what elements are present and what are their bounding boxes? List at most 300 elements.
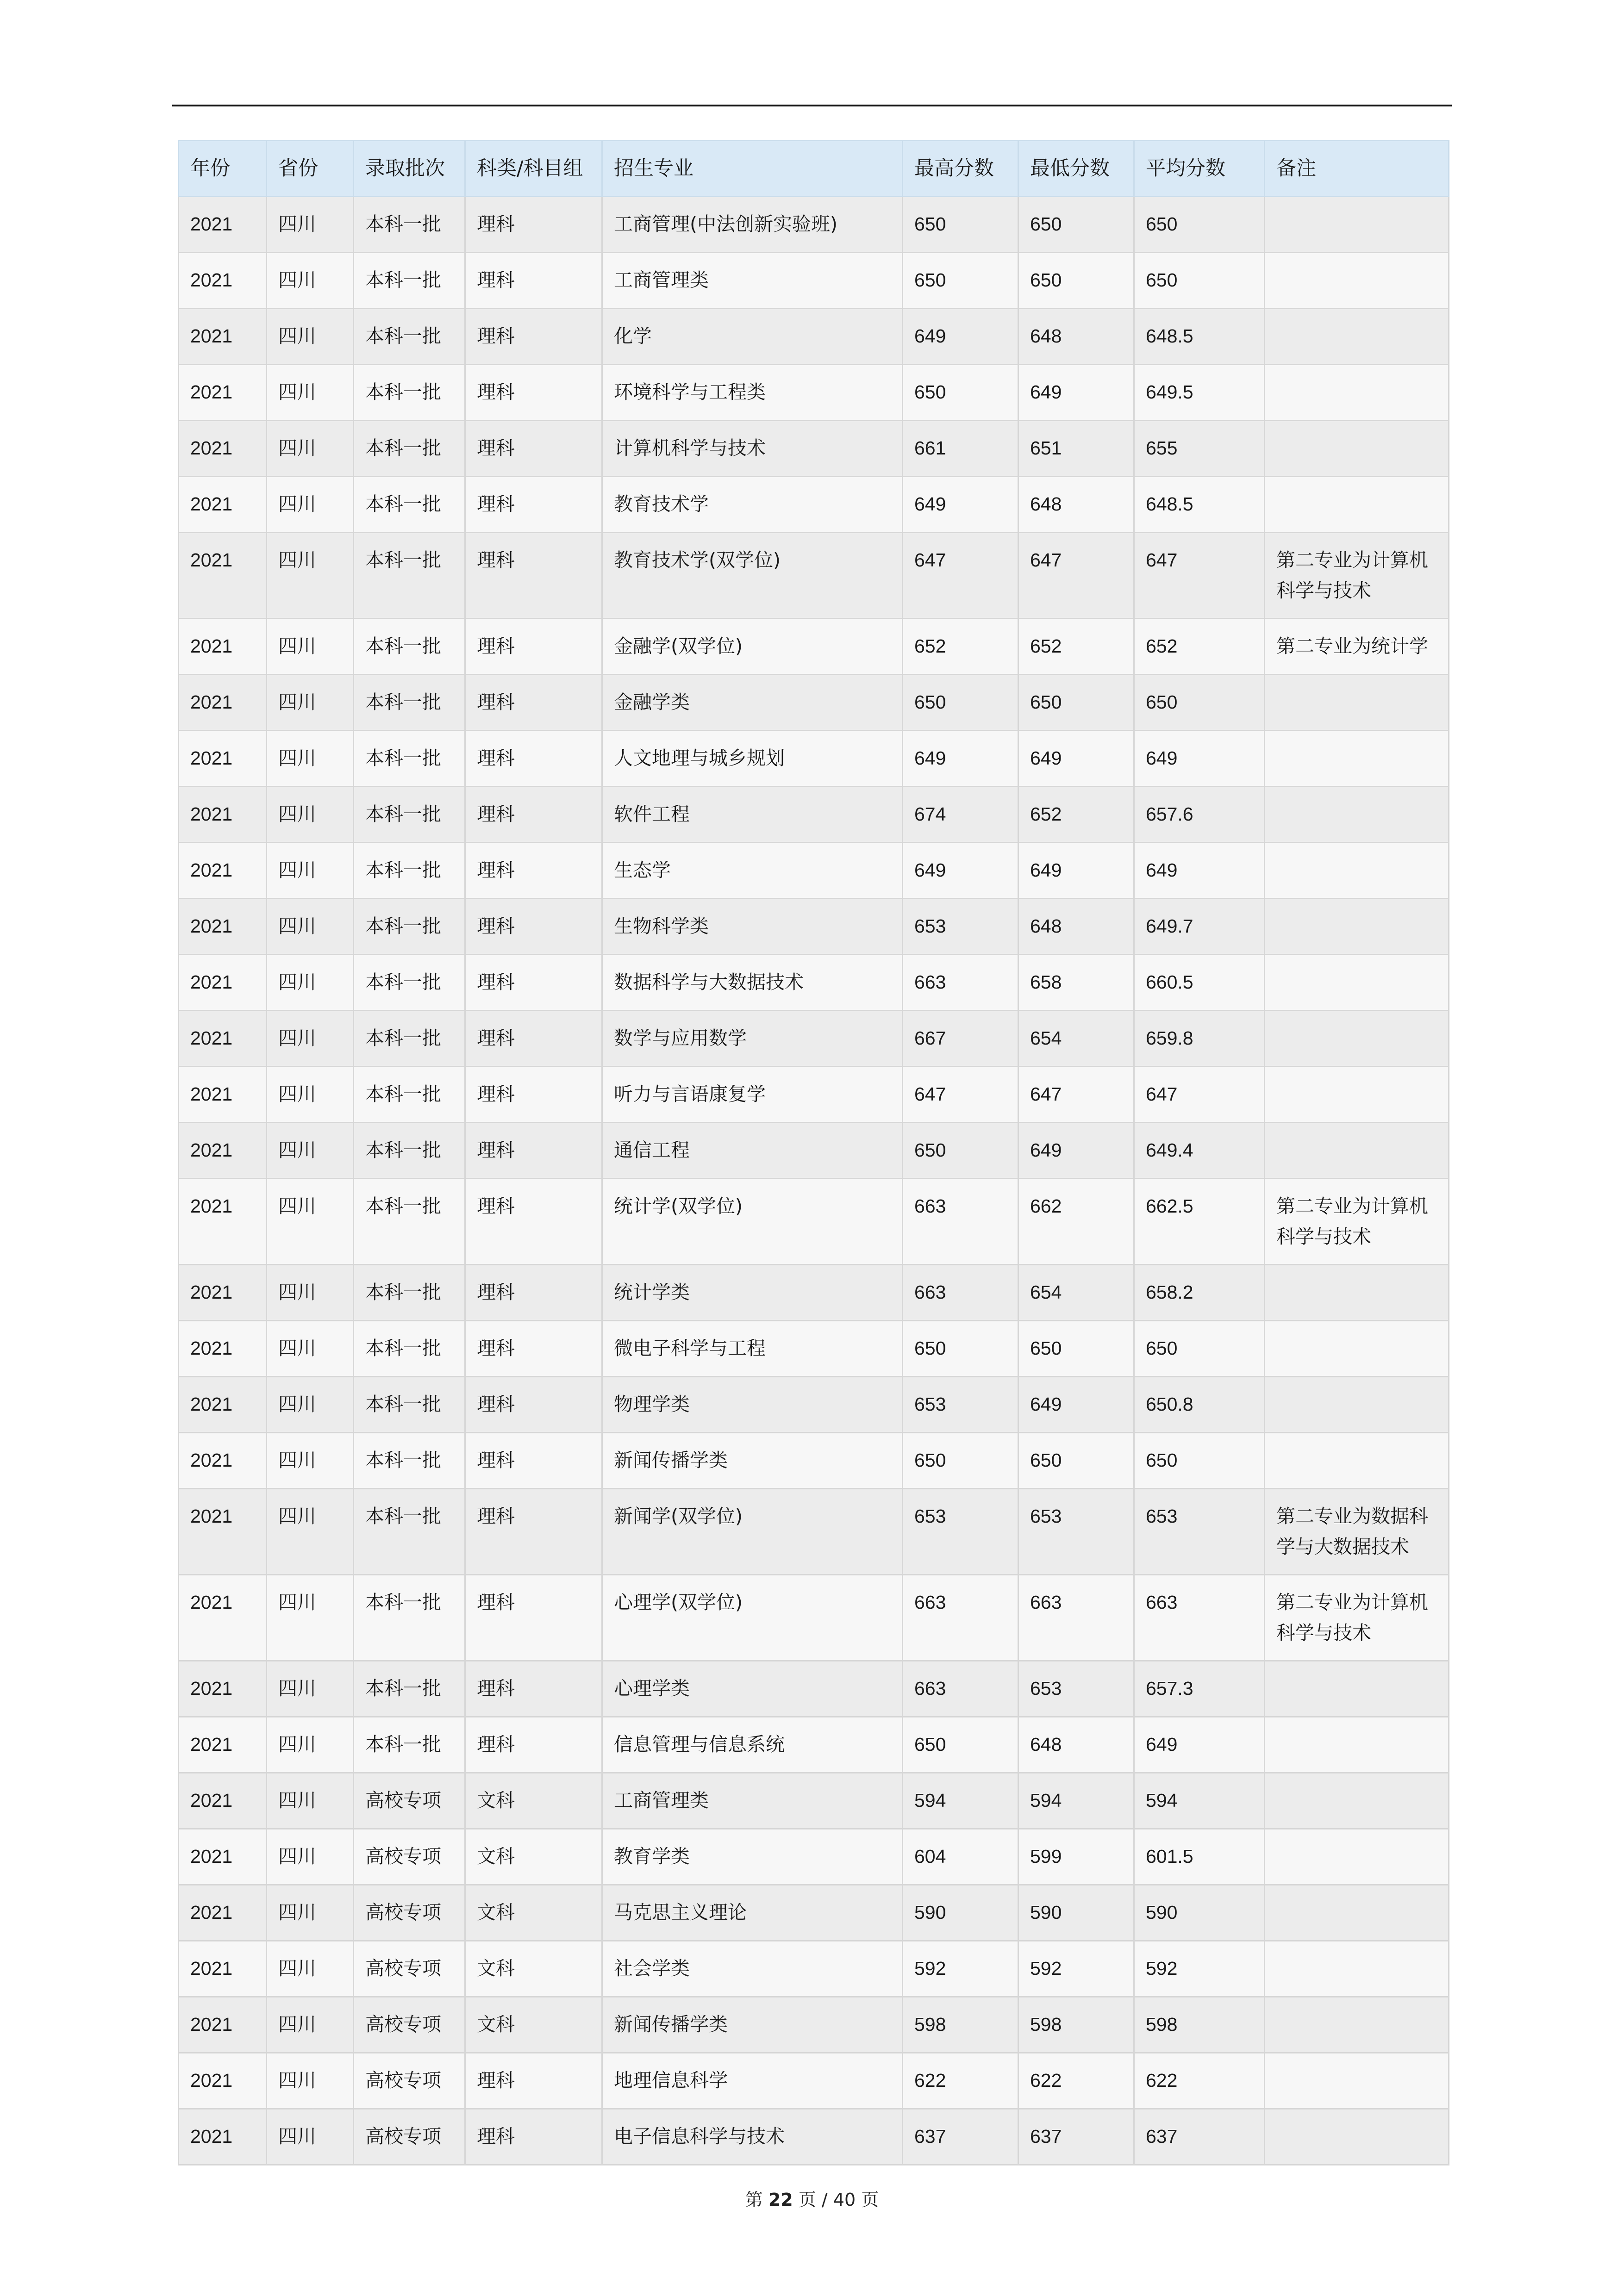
cell-avg-score: 598 [1134,1997,1265,2053]
cell-avg-score: 648.5 [1134,477,1265,533]
cell-min-score: 647 [1018,533,1134,619]
cell-year: 2021 [179,2109,267,2165]
cell-max-score: 622 [903,2053,1018,2109]
cell-batch: 本科一批 [354,253,465,309]
cell-avg-score: 660.5 [1134,955,1265,1011]
table-row [179,533,1449,619]
cell-major: 听力与言语康复学 [602,1067,903,1123]
cell-avg-score: 649.7 [1134,899,1265,955]
table-row [179,1377,1449,1433]
cell-min-score: 622 [1018,2053,1134,2109]
cell-major: 数学与应用数学 [602,1011,903,1067]
cell-subject-category: 文科 [465,1885,602,1941]
cell-batch: 本科一批 [354,955,465,1011]
cell-year: 2021 [179,197,267,253]
cell-province: 四川 [267,1179,354,1265]
cell-max-score: 650 [903,253,1018,309]
cell-year: 2021 [179,1123,267,1179]
cell-major: 心理学(双学位) [602,1575,903,1661]
cell-max-score: 667 [903,1011,1018,1067]
cell-max-score: 649 [903,309,1018,365]
cell-subject-category: 理科 [465,1123,602,1179]
cell-batch: 本科一批 [354,1011,465,1067]
cell-max-score: 594 [903,1773,1018,1829]
cell-batch: 本科一批 [354,1321,465,1377]
cell-subject-category: 理科 [465,787,602,843]
cell-remark [1265,2053,1449,2109]
cell-remark [1265,1433,1449,1489]
cell-max-score: 604 [903,1829,1018,1885]
table-row [179,1011,1449,1067]
cell-min-score: 649 [1018,1377,1134,1433]
cell-subject-category: 文科 [465,1829,602,1885]
current-page-number: 22 [768,2190,793,2210]
cell-subject-category: 文科 [465,1773,602,1829]
cell-min-score: 598 [1018,1997,1134,2053]
table-row [179,955,1449,1011]
cell-province: 四川 [267,787,354,843]
cell-province: 四川 [267,533,354,619]
column-header-year: 年份 [179,141,267,197]
cell-subject-category: 理科 [465,1661,602,1717]
table-row [179,731,1449,787]
cell-min-score: 648 [1018,309,1134,365]
cell-province: 四川 [267,1575,354,1661]
cell-min-score: 649 [1018,1123,1134,1179]
cell-subject-category: 理科 [465,1717,602,1773]
cell-max-score: 647 [903,1067,1018,1123]
table-row [179,421,1449,477]
cell-province: 四川 [267,1829,354,1885]
table-row [179,1575,1449,1661]
cell-avg-score: 622 [1134,2053,1265,2109]
cell-province: 四川 [267,2109,354,2165]
cell-province: 四川 [267,843,354,899]
cell-year: 2021 [179,365,267,421]
table-row [179,843,1449,899]
cell-subject-category: 理科 [465,843,602,899]
table-row [179,787,1449,843]
cell-year: 2021 [179,421,267,477]
cell-year: 2021 [179,1997,267,2053]
cell-major: 统计学类 [602,1265,903,1321]
cell-remark [1265,1885,1449,1941]
cell-min-score: 599 [1018,1829,1134,1885]
cell-batch: 本科一批 [354,731,465,787]
cell-avg-score: 650.8 [1134,1377,1265,1433]
admission-scores-table-container [178,140,1448,2165]
cell-subject-category: 理科 [465,2053,602,2109]
cell-province: 四川 [267,1997,354,2053]
cell-remark [1265,477,1449,533]
cell-batch: 高校专项 [354,1941,465,1997]
cell-major: 心理学类 [602,1661,903,1717]
cell-province: 四川 [267,1489,354,1575]
cell-province: 四川 [267,309,354,365]
cell-province: 四川 [267,253,354,309]
cell-max-score: 590 [903,1885,1018,1941]
cell-major: 新闻学(双学位) [602,1489,903,1575]
cell-subject-category: 理科 [465,477,602,533]
cell-year: 2021 [179,1717,267,1773]
cell-batch: 高校专项 [354,1829,465,1885]
cell-province: 四川 [267,1067,354,1123]
cell-max-score: 650 [903,365,1018,421]
cell-major: 微电子科学与工程 [602,1321,903,1377]
cell-major: 教育学类 [602,1829,903,1885]
cell-max-score: 637 [903,2109,1018,2165]
cell-subject-category: 理科 [465,365,602,421]
table-row [179,619,1449,675]
cell-remark [1265,197,1449,253]
cell-subject-category: 理科 [465,1433,602,1489]
cell-subject-category: 理科 [465,731,602,787]
cell-min-score: 653 [1018,1489,1134,1575]
table-row [179,1997,1449,2053]
cell-remark [1265,309,1449,365]
cell-avg-score: 650 [1134,675,1265,731]
cell-max-score: 663 [903,1179,1018,1265]
cell-max-score: 652 [903,619,1018,675]
cell-subject-category: 理科 [465,309,602,365]
cell-max-score: 647 [903,533,1018,619]
cell-avg-score: 649 [1134,843,1265,899]
cell-avg-score: 653 [1134,1489,1265,1575]
cell-avg-score: 601.5 [1134,1829,1265,1885]
cell-remark [1265,1067,1449,1123]
cell-avg-score: 650 [1134,253,1265,309]
cell-max-score: 650 [903,1433,1018,1489]
cell-max-score: 650 [903,1321,1018,1377]
cell-batch: 本科一批 [354,1265,465,1321]
cell-remark [1265,1717,1449,1773]
cell-avg-score: 650 [1134,1321,1265,1377]
cell-major: 信息管理与信息系统 [602,1717,903,1773]
cell-max-score: 649 [903,477,1018,533]
cell-min-score: 649 [1018,731,1134,787]
cell-avg-score: 657.3 [1134,1661,1265,1717]
cell-province: 四川 [267,1011,354,1067]
cell-major: 通信工程 [602,1123,903,1179]
cell-batch: 本科一批 [354,619,465,675]
cell-remark [1265,1321,1449,1377]
cell-avg-score: 592 [1134,1941,1265,1997]
cell-batch: 高校专项 [354,2109,465,2165]
cell-batch: 本科一批 [354,1179,465,1265]
cell-remark: 第二专业为计算机科学与技术 [1265,533,1449,619]
cell-remark: 第二专业为计算机科学与技术 [1265,1179,1449,1265]
cell-avg-score: 647 [1134,533,1265,619]
cell-avg-score: 649 [1134,1717,1265,1773]
cell-remark [1265,421,1449,477]
cell-major: 计算机科学与技术 [602,421,903,477]
table-row [179,1123,1449,1179]
cell-remark [1265,1123,1449,1179]
cell-batch: 高校专项 [354,1773,465,1829]
cell-province: 四川 [267,1717,354,1773]
cell-avg-score: 647 [1134,1067,1265,1123]
cell-max-score: 653 [903,1489,1018,1575]
cell-province: 四川 [267,1941,354,1997]
cell-remark [1265,731,1449,787]
cell-max-score: 592 [903,1941,1018,1997]
cell-batch: 本科一批 [354,1067,465,1123]
cell-batch: 本科一批 [354,1489,465,1575]
table-body [179,197,1449,2165]
cell-year: 2021 [179,477,267,533]
cell-min-score: 662 [1018,1179,1134,1265]
cell-province: 四川 [267,365,354,421]
cell-subject-category: 理科 [465,1011,602,1067]
cell-major: 金融学类 [602,675,903,731]
cell-year: 2021 [179,619,267,675]
cell-max-score: 663 [903,955,1018,1011]
cell-year: 2021 [179,787,267,843]
cell-max-score: 598 [903,1997,1018,2053]
cell-subject-category: 理科 [465,253,602,309]
cell-province: 四川 [267,955,354,1011]
cell-remark [1265,787,1449,843]
cell-subject-category: 理科 [465,1489,602,1575]
cell-avg-score: 662.5 [1134,1179,1265,1265]
cell-min-score: 590 [1018,1885,1134,1941]
table-row [179,1829,1449,1885]
cell-avg-score: 650 [1134,197,1265,253]
cell-avg-score: 650 [1134,1433,1265,1489]
cell-batch: 本科一批 [354,1575,465,1661]
cell-province: 四川 [267,675,354,731]
cell-max-score: 653 [903,899,1018,955]
cell-max-score: 661 [903,421,1018,477]
cell-province: 四川 [267,899,354,955]
footer-suffix: 页 [861,2190,879,2210]
cell-subject-category: 理科 [465,1265,602,1321]
admission-scores-table [178,140,1449,2165]
cell-province: 四川 [267,1321,354,1377]
table-row [179,309,1449,365]
cell-avg-score: 594 [1134,1773,1265,1829]
cell-min-score: 650 [1018,1321,1134,1377]
cell-min-score: 592 [1018,1941,1134,1997]
cell-remark [1265,899,1449,955]
cell-remark [1265,253,1449,309]
cell-year: 2021 [179,899,267,955]
cell-major: 统计学(双学位) [602,1179,903,1265]
cell-province: 四川 [267,197,354,253]
cell-remark [1265,675,1449,731]
cell-year: 2021 [179,731,267,787]
cell-avg-score: 649.4 [1134,1123,1265,1179]
cell-batch: 高校专项 [354,2053,465,2109]
cell-max-score: 653 [903,1377,1018,1433]
cell-major: 数据科学与大数据技术 [602,955,903,1011]
header-rule [172,105,1452,106]
cell-min-score: 648 [1018,1717,1134,1773]
cell-min-score: 647 [1018,1067,1134,1123]
cell-major: 工商管理类 [602,253,903,309]
cell-province: 四川 [267,421,354,477]
cell-batch: 本科一批 [354,1433,465,1489]
cell-province: 四川 [267,1433,354,1489]
cell-major: 工商管理类 [602,1773,903,1829]
table-row [179,1717,1449,1773]
cell-batch: 本科一批 [354,1717,465,1773]
cell-year: 2021 [179,1489,267,1575]
cell-remark [1265,1661,1449,1717]
cell-remark [1265,843,1449,899]
cell-avg-score: 658.2 [1134,1265,1265,1321]
cell-min-score: 650 [1018,1433,1134,1489]
column-header-batch: 录取批次 [354,141,465,197]
cell-major: 电子信息科学与技术 [602,2109,903,2165]
cell-max-score: 650 [903,1123,1018,1179]
cell-remark: 第二专业为统计学 [1265,619,1449,675]
table-row [179,899,1449,955]
cell-major: 物理学类 [602,1377,903,1433]
cell-min-score: 654 [1018,1265,1134,1321]
cell-major: 环境科学与工程类 [602,365,903,421]
cell-year: 2021 [179,1011,267,1067]
cell-remark [1265,1997,1449,2053]
cell-batch: 本科一批 [354,421,465,477]
table-row [179,1941,1449,1997]
cell-subject-category: 理科 [465,1179,602,1265]
footer-prefix: 第 [745,2190,763,2210]
table-row [179,1489,1449,1575]
cell-batch: 本科一批 [354,197,465,253]
cell-min-score: 648 [1018,899,1134,955]
cell-min-score: 658 [1018,955,1134,1011]
cell-max-score: 649 [903,843,1018,899]
cell-major: 人文地理与城乡规划 [602,731,903,787]
cell-subject-category: 文科 [465,1997,602,2053]
cell-remark [1265,2109,1449,2165]
cell-major: 地理信息科学 [602,2053,903,2109]
cell-max-score: 650 [903,1717,1018,1773]
table-row [179,2053,1449,2109]
cell-avg-score: 659.8 [1134,1011,1265,1067]
cell-min-score: 654 [1018,1011,1134,1067]
column-header-province: 省份 [267,141,354,197]
cell-year: 2021 [179,1575,267,1661]
cell-major: 新闻传播学类 [602,1997,903,2053]
cell-min-score: 652 [1018,619,1134,675]
cell-batch: 本科一批 [354,787,465,843]
table-row [179,197,1449,253]
cell-province: 四川 [267,1885,354,1941]
cell-major: 马克思主义理论 [602,1885,903,1941]
cell-avg-score: 655 [1134,421,1265,477]
cell-batch: 本科一批 [354,533,465,619]
table-row [179,1321,1449,1377]
column-header-remark: 备注 [1265,141,1449,197]
cell-subject-category: 文科 [465,1941,602,1997]
cell-batch: 本科一批 [354,899,465,955]
cell-major: 生物科学类 [602,899,903,955]
cell-batch: 本科一批 [354,1123,465,1179]
cell-batch: 本科一批 [354,675,465,731]
cell-year: 2021 [179,1829,267,1885]
cell-major: 社会学类 [602,1941,903,1997]
table-row [179,1265,1449,1321]
cell-min-score: 649 [1018,365,1134,421]
cell-batch: 本科一批 [354,1661,465,1717]
cell-province: 四川 [267,1265,354,1321]
cell-major: 软件工程 [602,787,903,843]
cell-max-score: 663 [903,1661,1018,1717]
column-header-max-score: 最高分数 [903,141,1018,197]
cell-avg-score: 657.6 [1134,787,1265,843]
cell-major: 教育技术学(双学位) [602,533,903,619]
cell-subject-category: 理科 [465,1377,602,1433]
total-page-count: 40 [833,2190,856,2210]
column-header-avg-score: 平均分数 [1134,141,1265,197]
cell-year: 2021 [179,843,267,899]
cell-subject-category: 理科 [465,533,602,619]
cell-province: 四川 [267,477,354,533]
cell-remark [1265,1011,1449,1067]
cell-year: 2021 [179,1179,267,1265]
cell-major: 新闻传播学类 [602,1433,903,1489]
cell-avg-score: 663 [1134,1575,1265,1661]
cell-subject-category: 理科 [465,899,602,955]
cell-province: 四川 [267,1123,354,1179]
column-header-min-score: 最低分数 [1018,141,1134,197]
cell-min-score: 652 [1018,787,1134,843]
page-footer [0,2185,1624,2211]
cell-province: 四川 [267,2053,354,2109]
cell-min-score: 650 [1018,253,1134,309]
cell-remark [1265,1265,1449,1321]
cell-remark: 第二专业为数据科学与大数据技术 [1265,1489,1449,1575]
cell-max-score: 650 [903,197,1018,253]
cell-year: 2021 [179,1661,267,1717]
cell-min-score: 594 [1018,1773,1134,1829]
cell-min-score: 651 [1018,421,1134,477]
table-row [179,1067,1449,1123]
cell-major: 生态学 [602,843,903,899]
table-row [179,2109,1449,2165]
cell-year: 2021 [179,1773,267,1829]
cell-max-score: 650 [903,675,1018,731]
cell-batch: 高校专项 [354,1997,465,2053]
cell-province: 四川 [267,1773,354,1829]
cell-major: 工商管理(中法创新实验班) [602,197,903,253]
cell-subject-category: 理科 [465,1575,602,1661]
cell-year: 2021 [179,2053,267,2109]
cell-min-score: 663 [1018,1575,1134,1661]
cell-subject-category: 理科 [465,619,602,675]
cell-year: 2021 [179,1433,267,1489]
footer-middle: 页 / [798,2190,828,2210]
cell-subject-category: 理科 [465,1321,602,1377]
cell-min-score: 637 [1018,2109,1134,2165]
cell-avg-score: 637 [1134,2109,1265,2165]
cell-min-score: 650 [1018,197,1134,253]
cell-year: 2021 [179,675,267,731]
cell-year: 2021 [179,1885,267,1941]
cell-province: 四川 [267,1377,354,1433]
cell-year: 2021 [179,1067,267,1123]
table-row [179,1661,1449,1717]
cell-subject-category: 理科 [465,421,602,477]
cell-batch: 本科一批 [354,309,465,365]
cell-batch: 本科一批 [354,365,465,421]
cell-remark [1265,1941,1449,1997]
cell-remark [1265,1377,1449,1433]
cell-year: 2021 [179,1265,267,1321]
cell-avg-score: 649.5 [1134,365,1265,421]
